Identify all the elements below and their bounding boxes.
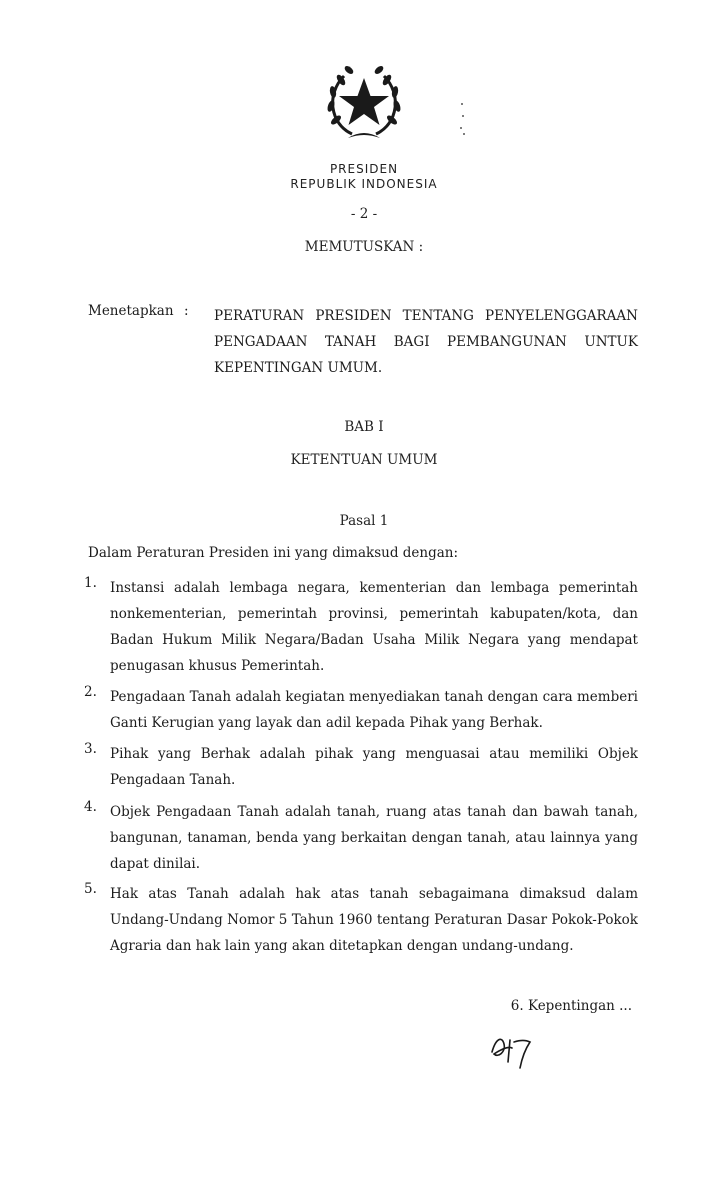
chapter-title: KETENTUAN UMUM <box>290 452 438 468</box>
menetapkan-label: Menetapkan <box>88 303 174 319</box>
item-number: 2. <box>84 684 97 700</box>
menetapkan-line: PENGADAAN TANAH BAGI PEMBANGUNAN UNTUK <box>214 334 638 350</box>
menetapkan-line: PERATURAN PRESIDEN TENTANG PENYELENGGARAAN <box>214 308 638 324</box>
item-number: 3. <box>84 741 97 757</box>
menetapkan-text <box>214 303 638 381</box>
article-title: Pasal 1 <box>339 513 389 529</box>
item-number: 1. <box>84 575 97 591</box>
item-number: 5. <box>84 881 97 897</box>
item-text: Pihak yang Berhak adalah pihak yang menguasai atau memiliki Objek Pengadaan Tanah. <box>110 746 638 788</box>
item-text: Hak atas Tanah adalah hak atas tanah sebagaimana dimaksud dalam Undang-Undang Nomor 5 Tahun 1960 tentang Peraturan Dasar Pokok-Pokok Agraria dan hak lain yang akan ditetapkan dengan undang-undang. <box>110 886 638 954</box>
item-number: 4. <box>84 799 97 815</box>
menetapkan-line: KEPENTINGAN UMUM. <box>214 360 383 376</box>
scan-artifact-icon <box>458 100 468 140</box>
item-text: Instansi adalah lembaga negara, kementerian dan lembaga pemerintah nonkementerian, pemerintah provinsi, pemerintah kabupaten/kota, dan Badan Hukum Milik Negara/Badan Usaha Milik Negara yang mendapat penugasan khusus Pemerintah. <box>110 580 638 674</box>
menetapkan-colon: : <box>184 303 189 319</box>
definitions-intro: Dalam Peraturan Presiden ini yang dimaksud dengan: <box>88 545 459 561</box>
page-number: - 2 - <box>350 206 378 222</box>
item-text: Pengadaan Tanah adalah kegiatan menyediakan tanah dengan cara memberi Ganti Kerugian yang layak dan adil kepada Pihak yang Berhak. <box>110 689 638 731</box>
signature-initial-icon <box>486 1028 536 1072</box>
star-emblem-icon <box>322 58 406 146</box>
header-presiden: PRESIDEN <box>329 162 399 176</box>
decision-heading: MEMUTUSKAN : <box>304 239 424 255</box>
chapter-number: BAB I <box>344 419 384 435</box>
continuation-catchword: 6. Kepentingan ... <box>510 998 632 1014</box>
header-republik: REPUBLIK INDONESIA <box>290 177 438 191</box>
item-text: Objek Pengadaan Tanah adalah tanah, ruang atas tanah dan bawah tanah, bangunan, tanaman, benda yang berkaitan dengan tanah, atau lainnya yang dapat dinilai. <box>110 804 638 872</box>
